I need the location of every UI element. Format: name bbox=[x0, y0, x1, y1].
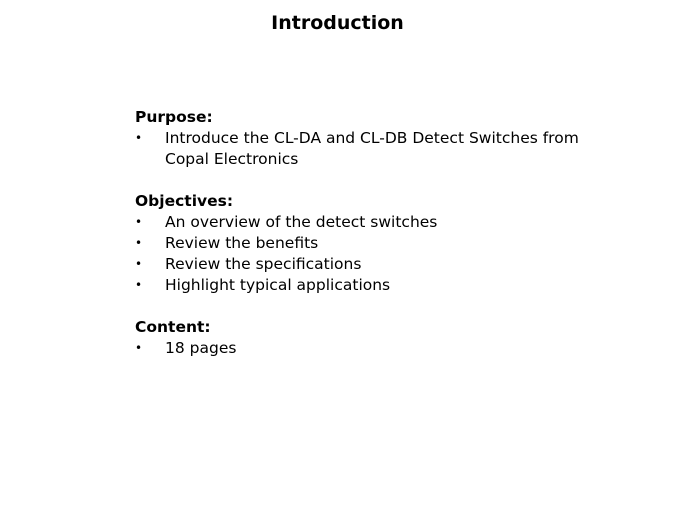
bullet-icon: • bbox=[135, 236, 143, 250]
objectives-list bbox=[135, 212, 615, 296]
bullet-icon: • bbox=[135, 278, 143, 292]
purpose-heading: Purpose: bbox=[135, 108, 213, 126]
bullet-icon: • bbox=[135, 341, 143, 355]
purpose-list bbox=[135, 128, 615, 170]
slide-title: Introduction bbox=[271, 12, 404, 34]
bullet-icon: • bbox=[135, 131, 143, 145]
purpose-section bbox=[135, 107, 615, 170]
list-item-text: Review the specifications bbox=[165, 255, 362, 273]
slide-content bbox=[135, 107, 615, 359]
content-heading: Content: bbox=[135, 318, 211, 336]
list-item-text: Review the benefits bbox=[165, 234, 319, 252]
objectives-section bbox=[135, 191, 615, 296]
list-item bbox=[135, 254, 615, 275]
list-item-text: An overview of the detect switches bbox=[165, 213, 438, 231]
list-item-text: Introduce the CL-DA and CL-DB Detect Switches from Copal Electronics bbox=[165, 129, 579, 168]
content-list bbox=[135, 338, 615, 359]
list-item bbox=[135, 338, 615, 359]
content-section bbox=[135, 317, 615, 359]
list-item bbox=[135, 128, 615, 170]
list-item bbox=[135, 233, 615, 254]
bullet-icon: • bbox=[135, 215, 143, 229]
list-item-text: Highlight typical applications bbox=[165, 276, 391, 294]
list-item-text: 18 pages bbox=[165, 339, 237, 357]
bullet-icon: • bbox=[135, 257, 143, 271]
list-item bbox=[135, 212, 615, 233]
list-item bbox=[135, 275, 615, 296]
objectives-heading: Objectives: bbox=[135, 192, 234, 210]
